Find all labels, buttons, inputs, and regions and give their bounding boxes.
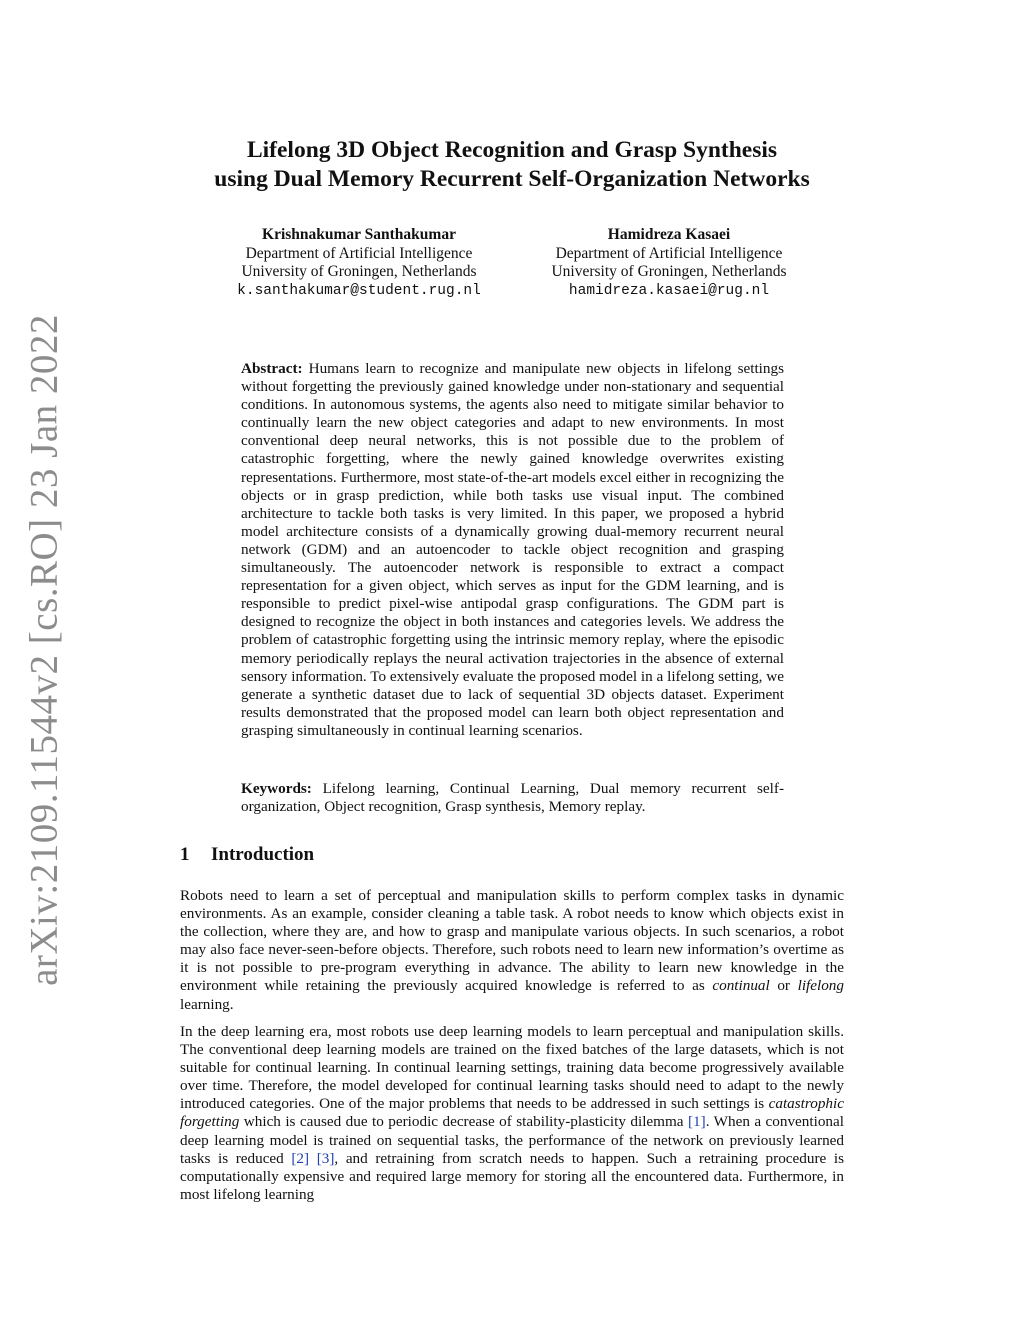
paragraph-text bbox=[309, 1150, 317, 1167]
paragraph-text: . When a conventional deep learning model is trained on sequential tasks, the performance of the network on previously learned tasks is reduced bbox=[180, 1113, 844, 1167]
paragraph-text: learning. bbox=[180, 995, 234, 1013]
paragraph-text: , and retraining from scratch needs to happen. Such a retraining procedure is computationally expensive and required large memory for storing all the encountered data. Furthermore, in most lifelong learning bbox=[180, 1149, 844, 1203]
emphasis-text: continual bbox=[712, 977, 770, 995]
citation-link[interactable]: [2] bbox=[291, 1149, 310, 1167]
paper-title bbox=[180, 136, 844, 194]
abstract-label: Abstract: bbox=[241, 360, 303, 377]
intro-paragraph-2 bbox=[180, 1023, 844, 1204]
paragraph-text: Robots need to learn a set of perceptual and manipulation skills to perform complex tasks in dynamic environments. As an example, consider cleaning a table task. A robot needs to know which objects exist in the collection, where they are, and how to grasp and manipulate various objects. In such scenarios, a robot may also face never-seen-before objects. Therefore, such robots need to learn new information’s overtime as it is not possible to pre-program everything in advance. The ability to learn new knowledge in the environment while retaining the previously acquired knowledge is referred to as bbox=[180, 887, 844, 995]
emphasis-text: lifelong bbox=[797, 977, 844, 995]
section-number: 1 bbox=[180, 844, 190, 865]
author-email[interactable]: hamidreza.kasaei@rug.nl bbox=[568, 282, 770, 299]
keywords-text: Lifelong learning, Continual Learning, Dual memory recurrent self-organization, Object recognition, Grasp synthesis, Memory replay. bbox=[241, 780, 785, 816]
paragraph-text: or bbox=[769, 977, 798, 995]
author-department: Department of Artificial Intelligence bbox=[555, 244, 783, 262]
title-line-2: using Dual Memory Recurrent Self-Organization Networks bbox=[214, 166, 810, 192]
intro-paragraph-1 bbox=[180, 887, 844, 1014]
author-name: Krishnakumar Santhakumar bbox=[262, 226, 456, 243]
author-block-2 bbox=[524, 226, 814, 300]
author-email[interactable]: k.santhakumar@student.rug.nl bbox=[237, 282, 481, 299]
author-block-1 bbox=[214, 226, 504, 300]
paragraph-text: which is caused due to periodic decrease of stability-plasticity dilemma bbox=[239, 1113, 688, 1131]
citation-link[interactable]: [1] bbox=[687, 1113, 706, 1131]
keywords-label: Keywords: bbox=[241, 780, 312, 797]
author-department: Department of Artificial Intelligence bbox=[245, 244, 473, 262]
citation-link[interactable]: [3] bbox=[316, 1149, 335, 1167]
abstract-text: Humans learn to recognize and manipulate new objects in lifelong settings without forgetting the previously gained knowledge under non-stationary and sequential conditions. In autonomous systems, the agents also need to mitigate similar behavior to continually learn the new object categories and adapt to new environments. In most conventional deep neural networks, this is not possible due to the problem of catastrophic forgetting, where the newly gained knowledge overwrites existing representations. Furthermore, most state-of-the-art models excel either in recognizing the objects or in grasp prediction, while both tasks use visual input. The combined architecture to tackle both tasks is very limited. In this paper, we proposed a hybrid model architecture consists of a dynamically growing dual-memory recurrent neural network (GDM) and an autoencoder to tackle object recognition and grasping simultaneously. The autoencoder network is responsible to extract a compact representation for a given object, which serves as input for the GDM learning, and is responsible to predict pixel-wise antipodal grasp configurations. The GDM part is designed to recognize the object in both instances and categories levels. We address the problem of catastrophic forgetting using the intrinsic memory replay, where the episodic memory periodically replays the neural activation trajectories in the absence of external sensory information. To extensively evaluate the proposed model in a lifelong setting, we generate a synthetic dataset due to lack of sequential 3D objects dataset. Experiment results demonstrated that the proposed model can learn both object representation and grasping simultaneously in continual learning scenarios. bbox=[241, 360, 785, 739]
abstract bbox=[241, 360, 784, 740]
section-title: Introduction bbox=[211, 844, 315, 865]
section-heading-introduction bbox=[180, 844, 314, 866]
author-affiliation: University of Groningen, Netherlands bbox=[551, 263, 787, 280]
keywords bbox=[241, 780, 784, 816]
title-line-1: Lifelong 3D Object Recognition and Grasp Synthesis bbox=[246, 137, 778, 163]
author-name: Hamidreza Kasaei bbox=[607, 226, 731, 243]
arxiv-stamp: arXiv:2109.11544v2 [cs.RO] 23 Jan 2022 bbox=[22, 314, 66, 986]
emphasis-text: catastrophic forgetting bbox=[180, 1095, 844, 1131]
author-affiliation: University of Groningen, Netherlands bbox=[241, 263, 477, 280]
paragraph-text: In the deep learning era, most robots use deep learning models to learn perceptual and manipulation skills. The conventional deep learning models are trained on the fixed batches of the large datasets, which is not suitable for continual learning. In continual learning settings, training data become progressively available over time. Therefore, the model developed for continual learning tasks should need to adapt to the newly introduced categories. One of the major problems that needs to be addressed in such settings is bbox=[180, 1023, 844, 1113]
